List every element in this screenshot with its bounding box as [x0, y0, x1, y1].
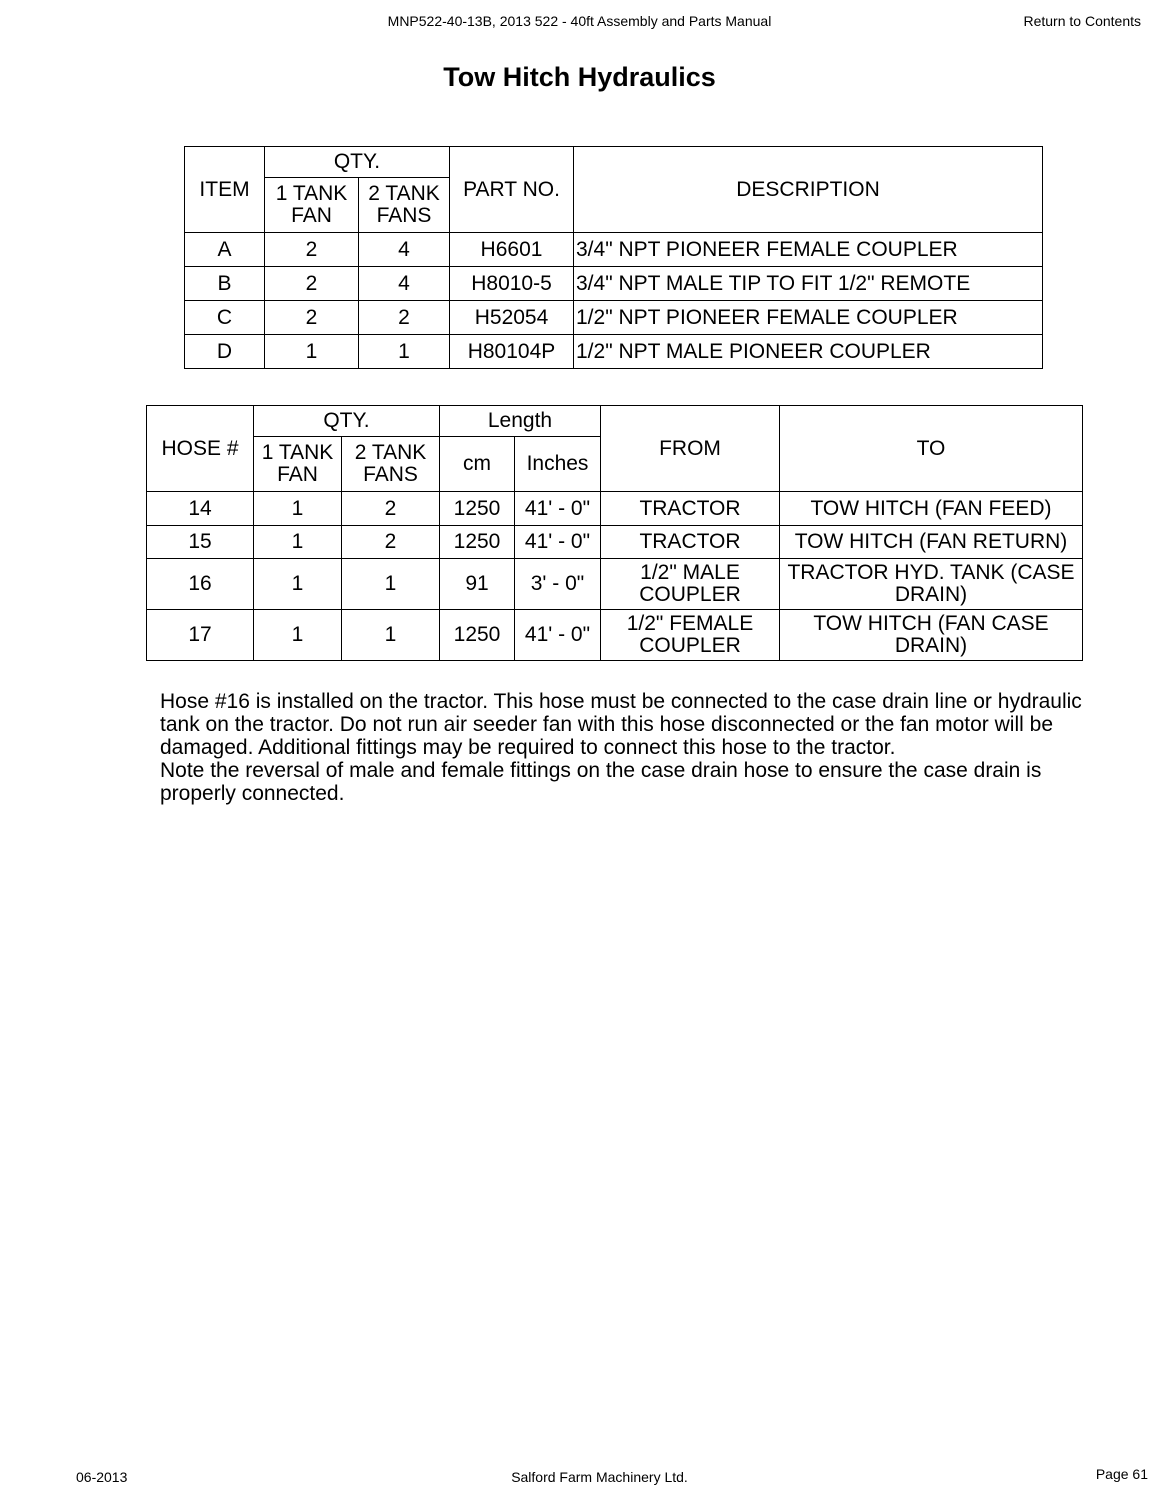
hose-table-body [147, 492, 1083, 661]
qty-2-tank-cell: 2 [342, 526, 440, 559]
page-title: Tow Hitch Hydraulics [443, 62, 716, 92]
qty-1-tank-cell: 1 [254, 559, 342, 610]
header-1-tank-fan: 1 TANK FAN [254, 437, 342, 492]
part-number-cell: H8010-5 [450, 267, 574, 301]
length-inches-cell: 41' - 0" [515, 492, 601, 526]
to-cell: TRACTOR HYD. TANK (CASE DRAIN) [780, 559, 1083, 610]
footer-page-number: Page 61 [1095, 1466, 1148, 1482]
parts-table-header-row [185, 147, 1043, 178]
parts-table-body [185, 233, 1043, 369]
qty-1-tank-cell: 1 [254, 610, 342, 661]
item-cell: B [185, 267, 265, 301]
table-row [147, 492, 1083, 526]
qty-1-tank-cell: 2 [265, 301, 359, 335]
footer-date: 06-2013 [76, 1469, 128, 1485]
qty-2-tank-cell: 4 [359, 233, 450, 267]
note-paragraph: Note the reversal of male and female fittings on the case drain hose to ensure the case drain is properly connected. [160, 759, 1042, 805]
hose-number-cell: 15 [147, 526, 254, 559]
table-row [185, 233, 1043, 267]
to-cell: TOW HITCH (FAN RETURN) [780, 526, 1083, 559]
qty-2-tank-cell: 1 [342, 559, 440, 610]
qty-2-tank-cell: 1 [342, 610, 440, 661]
length-inches-cell: 41' - 0" [515, 526, 601, 559]
qty-2-tank-cell: 2 [342, 492, 440, 526]
part-number-cell: H52054 [450, 301, 574, 335]
qty-2-tank-cell: 2 [359, 301, 450, 335]
parts-table [184, 146, 1043, 369]
length-cm-cell: 1250 [440, 526, 515, 559]
description-cell: 1/2" NPT MALE PIONEER COUPLER [574, 335, 1043, 369]
hose-number-cell: 17 [147, 610, 254, 661]
table-row [147, 610, 1083, 661]
item-cell: C [185, 301, 265, 335]
header-description: DESCRIPTION [574, 147, 1043, 233]
part-number-cell: H80104P [450, 335, 574, 369]
to-cell: TOW HITCH (FAN FEED) [780, 492, 1083, 526]
qty-2-tank-cell: 4 [359, 267, 450, 301]
item-cell: A [185, 233, 265, 267]
length-cm-cell: 91 [440, 559, 515, 610]
header-to: TO [780, 406, 1083, 492]
length-cm-cell: 1250 [440, 492, 515, 526]
hose-table [146, 405, 1083, 661]
hose-number-cell: 14 [147, 492, 254, 526]
qty-1-tank-cell: 2 [265, 233, 359, 267]
table-row [185, 335, 1043, 369]
from-cell: TRACTOR [601, 526, 780, 559]
installation-notes [160, 690, 1090, 805]
from-cell: TRACTOR [601, 492, 780, 526]
header-length: Length [440, 406, 601, 437]
qty-1-tank-cell: 1 [254, 526, 342, 559]
qty-1-tank-cell: 1 [254, 492, 342, 526]
hose-number-cell: 16 [147, 559, 254, 610]
item-cell: D [185, 335, 265, 369]
header-2-tank-fans: 2 TANK FANS [359, 178, 450, 233]
table-row [147, 526, 1083, 559]
length-cm-cell: 1250 [440, 610, 515, 661]
footer-company: Salford Farm Machinery Ltd. [511, 1469, 688, 1485]
part-number-cell: H6601 [450, 233, 574, 267]
description-cell: 3/4" NPT MALE TIP TO FIT 1/2" REMOTE [574, 267, 1043, 301]
qty-2-tank-cell: 1 [359, 335, 450, 369]
hose-table-header-row [147, 406, 1083, 437]
from-cell: 1/2" FEMALE COUPLER [601, 610, 780, 661]
from-cell: 1/2" MALE COUPLER [601, 559, 780, 610]
note-paragraph: Hose #16 is installed on the tractor. This hose must be connected to the case drain line or hydraulic tank on the tractor. Do not run air seeder fan with this hose disconnected or the fan motor will be damaged. Additional fittings may be required to connect this hose to the tractor. [160, 690, 1082, 759]
table-row [185, 267, 1043, 301]
header-2-tank-fans: 2 TANK FANS [342, 437, 440, 492]
header-cm: cm [440, 437, 515, 492]
qty-1-tank-cell: 2 [265, 267, 359, 301]
header-hose-number: HOSE # [147, 406, 254, 492]
header-item: ITEM [185, 147, 265, 233]
to-cell: TOW HITCH (FAN CASE DRAIN) [780, 610, 1083, 661]
table-row [185, 301, 1043, 335]
header-from: FROM [601, 406, 780, 492]
length-inches-cell: 3' - 0" [515, 559, 601, 610]
header-1-tank-fan: 1 TANK FAN [265, 178, 359, 233]
table-row [147, 559, 1083, 610]
document-header: MNP522-40-13B, 2013 522 - 40ft Assembly and Parts Manual [387, 13, 772, 29]
length-inches-cell: 41' - 0" [515, 610, 601, 661]
description-cell: 1/2" NPT PIONEER FEMALE COUPLER [574, 301, 1043, 335]
return-to-contents-link[interactable]: Return to Contents [1023, 13, 1141, 29]
header-part-no: PART NO. [450, 147, 574, 233]
header-qty: QTY. [254, 406, 440, 437]
description-cell: 3/4" NPT PIONEER FEMALE COUPLER [574, 233, 1043, 267]
header-inches: Inches [515, 437, 601, 492]
qty-1-tank-cell: 1 [265, 335, 359, 369]
header-qty: QTY. [265, 147, 450, 178]
